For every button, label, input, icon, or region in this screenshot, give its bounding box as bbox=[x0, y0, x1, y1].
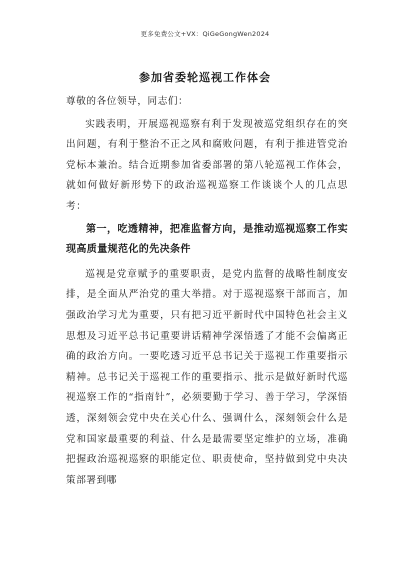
document-body bbox=[66, 92, 348, 491]
body-paragraph: 巡视是党章赋予的重要职责，是党内监督的战略性制度安排，是全面从严治党的重大举措。对于巡视巡察干部而言，加强政治学习尤为重要，只有把习近平新时代中国特色社会主义思想及习近平总书记重要讲话精神学深悟透了才能不会偏离正确的政治方向。一要吃透习近平总书记关于巡视工作重要指示精神。总书记关于巡视工作的重要指示、批示是做好新时代巡视巡察工作的“指南针”，必须要勤于学习、善于学习，学深悟透，深刻领会党中央在关心什么、强调什么，深刻领会什么是党和国家最重要的利益、什么是最需要坚定维护的立场，准确把握政治巡视巡察的职能定位、职责使命，坚持做到党中央决策部署到哪 bbox=[66, 268, 348, 486]
intro-paragraph: 实践表明，开展巡视巡察有利于发现被巡党组织存在的突出问题，有利于整治不正之风和腐败问题，有利于推进管党治党标本兼治。结合近期参加省委部署的第八轮巡视工作体会，就如何做好新形势下的政治巡视巡察工作谈谈个人的几点思考： bbox=[66, 118, 348, 212]
header-note: 更多免费公文+VX：QiGeGongWen2024 bbox=[140, 30, 270, 38]
document-title: 参加省委轮巡视工作体会 bbox=[139, 71, 271, 84]
salutation: 尊敬的各位领导，同志们： bbox=[66, 96, 189, 107]
section-heading: 第一，吃透精神，把准监督方向，是推动巡视巡察工作实现高质量规范化的先决条件 bbox=[66, 223, 348, 256]
